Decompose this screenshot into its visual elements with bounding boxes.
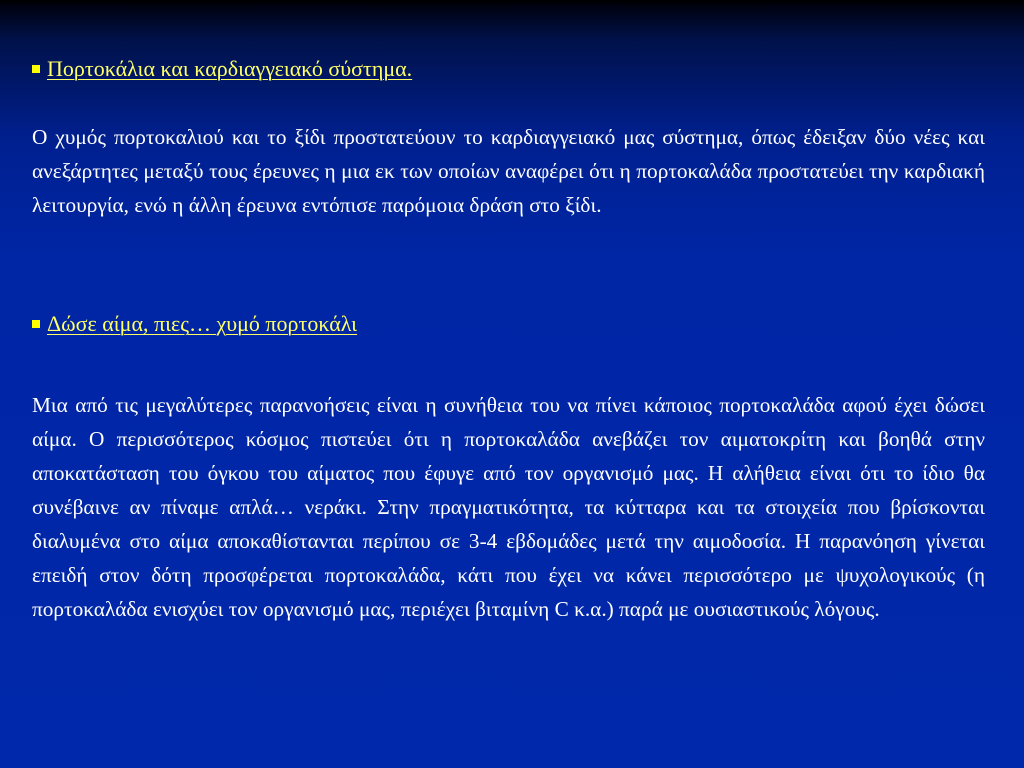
bullet-heading-blood-donation bbox=[32, 310, 357, 338]
square-bullet-icon bbox=[32, 320, 40, 328]
square-bullet-icon bbox=[32, 65, 40, 73]
bullet-heading-oranges-cardiovascular bbox=[32, 55, 412, 83]
paragraph-blood-donation: Μια από τις μεγαλύτερες παρανοήσεις είναι η συνήθεια του να πίνει κάποιος πορτοκαλάδα αφού έχει δώσει αίμα. Ο περισσότερος κόσμος πιστεύει ότι η πορτοκαλάδα ανεβάζει τον αιματοκρίτη και βοηθά στην αποκατάσταση του όγκου του αίματος που έφυγε από τον οργανισμό μας. Η αλήθεια είναι ότι το ίδιο θα συνέβαινε αν πίναμε απλά… νεράκι. Στην πραγματικότητα, τα κύτταρα και τα στοιχεία που βρίσκονται διαλυμένα στο αίμα αποκαθίστανται περίπου σε 3-4 εβδομάδες μετά την αιμοδοσία. Η παρανόηση γίνεται επειδή στον δότη προσφέρεται πορτοκαλάδα, κάτι που έχει να κάνει περισσότερο με ψυχολογικούς (η πορτοκαλάδα ενισχύει τον οργανισμό μας, περιέχει βιταμίνη C κ.α.) παρά με ουσιαστικούς λόγους. bbox=[32, 393, 985, 621]
heading-text: Πορτοκάλια και καρδιαγγειακό σύστημα. bbox=[47, 56, 413, 81]
paragraph-oranges-cardiovascular: Ο χυμός πορτοκαλιού και το ξίδι προστατεύουν το καρδιαγγειακό μας σύστημα, όπως έδειξαν δύο νέες και ανεξάρτητες μεταξύ τους έρευνες η μια εκ των οποίων αναφέρει ότι η πορτοκαλάδα προστατεύει την καρδιακή λειτουργία, ενώ η άλλη έρευνα εντόπισε παρόμοια δράση στο ξίδι. bbox=[32, 125, 985, 217]
heading-text: Δώσε αίμα, πιες… χυμό πορτοκάλι bbox=[47, 311, 358, 336]
